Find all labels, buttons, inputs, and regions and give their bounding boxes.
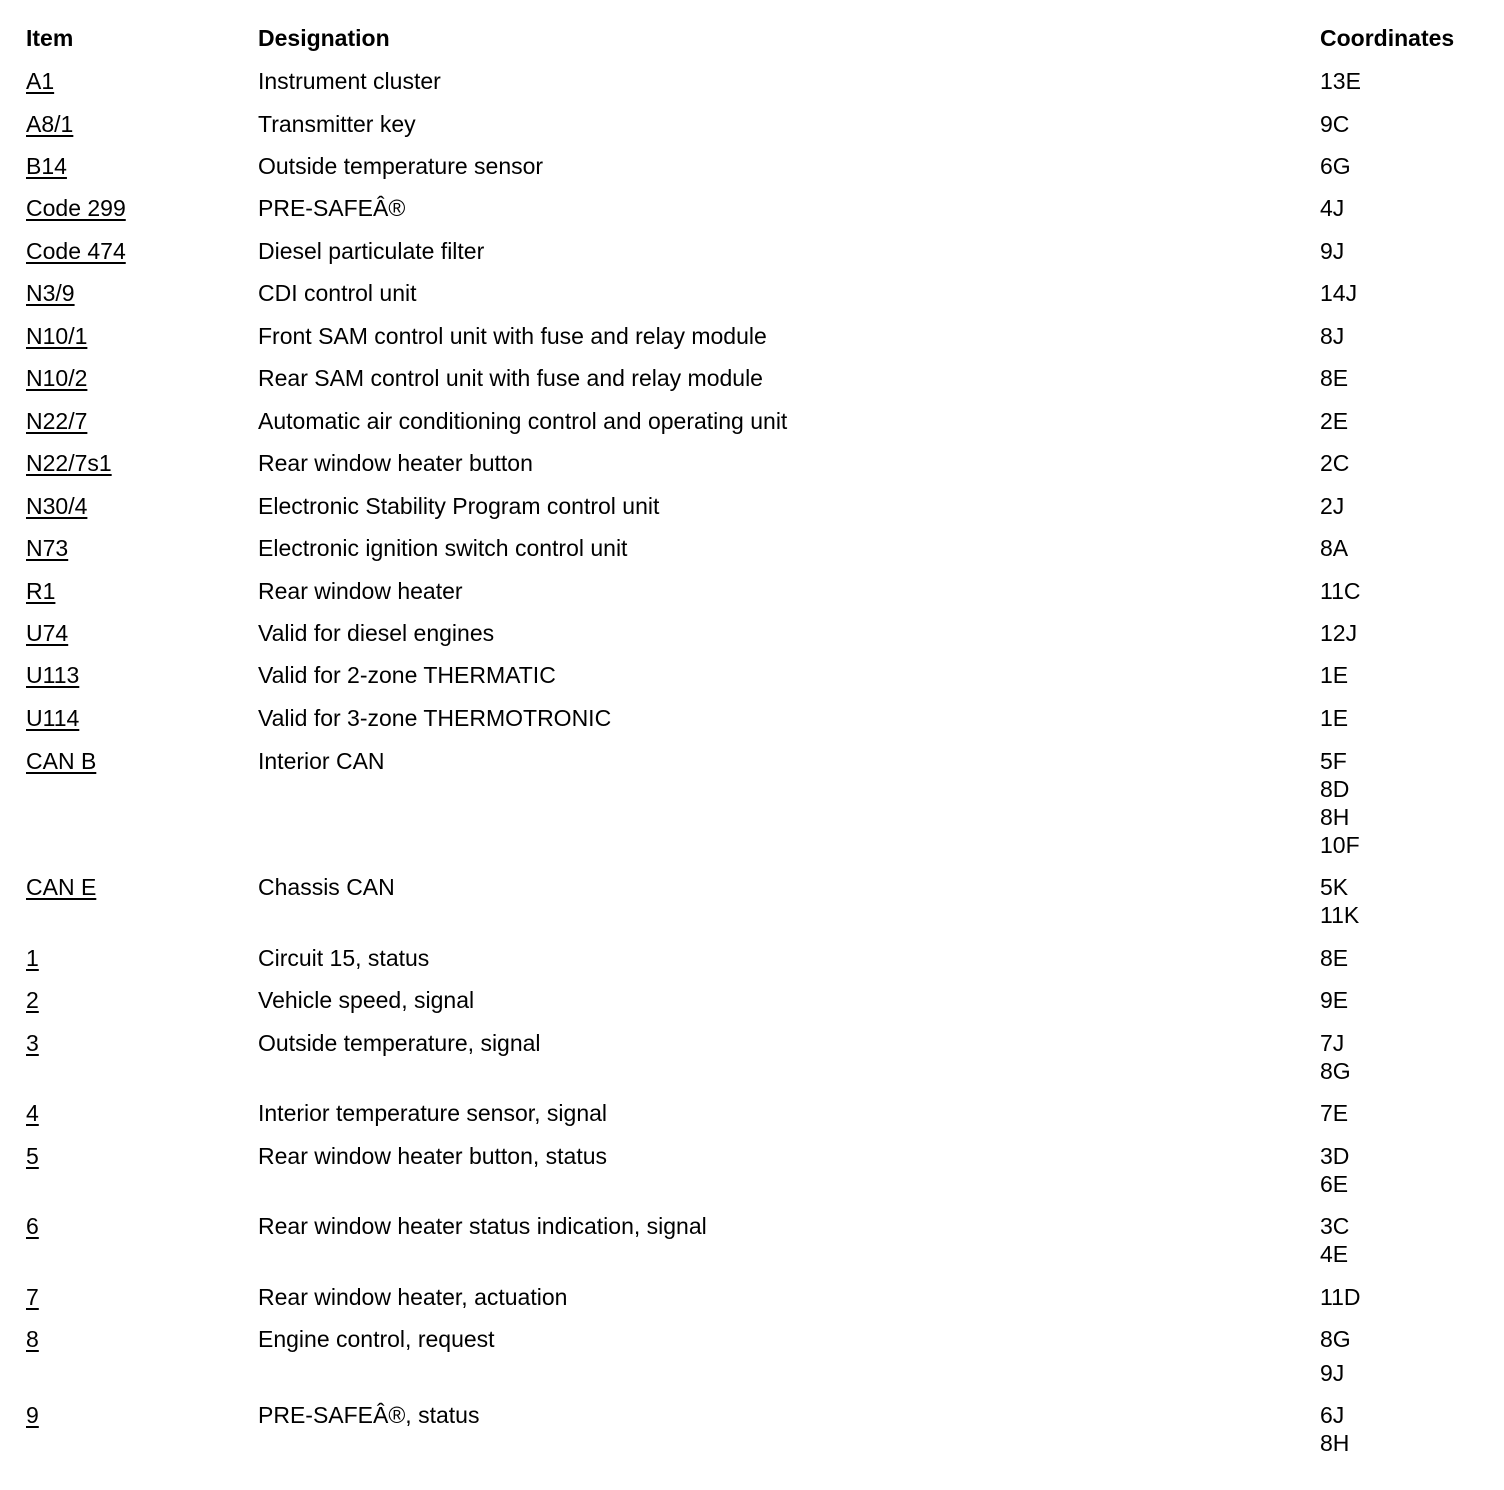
table-row <box>26 279 1486 307</box>
table-row <box>26 407 1486 435</box>
item-cell <box>26 194 258 222</box>
coordinate-value: 11D <box>1320 1284 1361 1310</box>
coordinate-value: 4J <box>1320 195 1345 221</box>
coordinate-value: 7E <box>1320 1100 1349 1126</box>
table-row <box>26 110 1486 138</box>
coordinate-value: 5K <box>1320 874 1349 900</box>
item-link[interactable]: A8/1 <box>26 111 74 137</box>
item-cell <box>26 449 258 477</box>
table-row <box>26 322 1486 350</box>
item-cell <box>26 110 258 138</box>
item-cell <box>26 237 258 265</box>
coordinates-cell <box>1320 619 1486 647</box>
item-link[interactable]: CAN B <box>26 748 97 774</box>
coordinate-value: 2C <box>1320 450 1350 476</box>
coordinate-value: 8E <box>1320 945 1349 971</box>
coordinate-value: 2J <box>1320 493 1345 519</box>
table-row <box>26 449 1486 477</box>
table-row <box>26 1142 1486 1198</box>
table-row <box>26 492 1486 520</box>
table-header-row <box>26 24 1486 52</box>
coordinate-value: 12J <box>1320 620 1358 646</box>
item-link[interactable]: 9 <box>26 1402 39 1428</box>
designation-cell: Rear window heater status indication, signal <box>258 1213 707 1239</box>
coordinate-value: 10F <box>1320 832 1360 858</box>
item-link[interactable]: 4 <box>26 1100 39 1126</box>
item-cell <box>26 1142 258 1170</box>
designation-cell: Interior temperature sensor, signal <box>258 1100 608 1126</box>
coordinates-cell <box>1320 237 1486 265</box>
item-cell <box>26 577 258 605</box>
item-cell <box>26 619 258 647</box>
designation-cell: Chassis CAN <box>258 874 395 900</box>
item-link[interactable]: 1 <box>26 945 39 971</box>
coordinate-value: 11C <box>1320 578 1361 604</box>
coordinates-cell <box>1320 449 1486 477</box>
item-link[interactable]: N3/9 <box>26 280 75 306</box>
coordinates-cell <box>1320 152 1486 180</box>
table-row <box>26 1099 1486 1127</box>
table-row <box>26 1212 1486 1268</box>
coordinate-value: 6G <box>1320 153 1351 179</box>
item-link[interactable]: Code 474 <box>26 238 126 264</box>
coordinates-cell <box>1320 67 1486 95</box>
designation-cell: Rear window heater button, status <box>258 1143 608 1169</box>
designation-cell: Interior CAN <box>258 748 385 774</box>
coordinate-value: 9J <box>1320 1360 1345 1386</box>
designation-cell: Vehicle speed, signal <box>258 987 475 1013</box>
coordinates-cell <box>1320 1401 1486 1457</box>
header-coordinates: Coordinates <box>1320 25 1455 51</box>
designation-cell: Outside temperature sensor <box>258 153 544 179</box>
item-link[interactable]: U74 <box>26 620 69 646</box>
item-link[interactable]: N22/7 <box>26 408 88 434</box>
coordinate-value: 8G <box>1320 1058 1351 1084</box>
designation-cell: Circuit 15, status <box>258 945 430 971</box>
item-cell <box>26 364 258 392</box>
item-link[interactable]: 6 <box>26 1213 39 1239</box>
item-link[interactable]: U113 <box>26 662 80 688</box>
coordinate-value: 9J <box>1320 238 1345 264</box>
item-link[interactable]: N10/1 <box>26 323 88 349</box>
table-row <box>26 619 1486 647</box>
table-row <box>26 1401 1486 1457</box>
designation-cell: Automatic air conditioning control and operating unit <box>258 408 788 434</box>
coordinates-cell <box>1320 577 1486 605</box>
designation-cell: Electronic Stability Program control unit <box>258 493 660 519</box>
coordinate-value: 2E <box>1320 408 1349 434</box>
item-link[interactable]: N22/7s1 <box>26 450 112 476</box>
coordinate-value: 4E <box>1320 1241 1349 1267</box>
coordinates-cell <box>1320 1212 1486 1268</box>
designation-cell: Front SAM control unit with fuse and relay module <box>258 323 767 349</box>
coordinates-cell <box>1320 944 1486 972</box>
coordinates-cell <box>1320 1029 1486 1085</box>
coordinate-value: 7J <box>1320 1030 1345 1056</box>
coordinates-cell <box>1320 364 1486 392</box>
coordinate-value: 3D <box>1320 1143 1350 1169</box>
coordinate-value: 6J <box>1320 1402 1345 1428</box>
item-link[interactable]: R1 <box>26 578 56 604</box>
coordinates-cell <box>1320 986 1486 1014</box>
item-link[interactable]: N73 <box>26 535 69 561</box>
item-cell <box>26 534 258 562</box>
item-cell <box>26 279 258 307</box>
item-cell <box>26 322 258 350</box>
header-designation: Designation <box>258 25 390 51</box>
item-link[interactable]: 7 <box>26 1284 39 1310</box>
coordinate-value: 8A <box>1320 535 1349 561</box>
designation-cell: CDI control unit <box>258 280 417 306</box>
item-cell <box>26 407 258 435</box>
table-row <box>26 194 1486 222</box>
item-cell <box>26 1212 258 1240</box>
coordinate-value: 1E <box>1320 705 1349 731</box>
table-row <box>26 986 1486 1014</box>
coordinates-cell <box>1320 322 1486 350</box>
item-link[interactable]: N30/4 <box>26 493 88 519</box>
coordinates-cell <box>1320 873 1486 929</box>
table-row <box>26 67 1486 95</box>
table-row <box>26 152 1486 180</box>
coordinates-cell <box>1320 194 1486 222</box>
coordinates-cell <box>1320 492 1486 520</box>
item-cell <box>26 1029 258 1057</box>
coordinate-value: 8H <box>1320 1430 1350 1456</box>
designation-cell: Outside temperature, signal <box>258 1030 541 1056</box>
table-row <box>26 534 1486 562</box>
table-row <box>26 747 1486 859</box>
designation-cell: Instrument cluster <box>258 68 441 94</box>
item-link[interactable]: 2 <box>26 987 39 1013</box>
designation-cell: Rear window heater, actuation <box>258 1284 568 1310</box>
designation-cell: Valid for 3-zone THERMOTRONIC <box>258 705 612 731</box>
item-cell <box>26 1401 258 1429</box>
item-cell <box>26 492 258 520</box>
designation-cell: Rear window heater <box>258 578 463 604</box>
coordinate-value: 6E <box>1320 1171 1349 1197</box>
designation-cell: Transmitter key <box>258 111 416 137</box>
item-cell <box>26 661 258 689</box>
item-cell <box>26 152 258 180</box>
designation-cell: Electronic ignition switch control unit <box>258 535 628 561</box>
header-item: Item <box>26 25 74 51</box>
item-link[interactable]: 3 <box>26 1030 39 1056</box>
coordinates-cell <box>1320 1325 1486 1387</box>
coordinate-value: 13E <box>1320 68 1361 94</box>
table-row <box>26 237 1486 265</box>
coordinate-value: 1E <box>1320 662 1349 688</box>
coordinates-cell <box>1320 110 1486 138</box>
table-row <box>26 944 1486 972</box>
table-row <box>26 1325 1486 1387</box>
designation-cell: Valid for diesel engines <box>258 620 495 646</box>
item-cell <box>26 986 258 1014</box>
coordinate-value: 3C <box>1320 1213 1350 1239</box>
item-cell <box>26 67 258 95</box>
item-cell <box>26 1325 258 1353</box>
coordinate-value: 8E <box>1320 365 1349 391</box>
coordinate-value: 9C <box>1320 111 1350 137</box>
item-cell <box>26 1283 258 1311</box>
coordinate-value: 8H <box>1320 804 1350 830</box>
item-cell <box>26 873 258 901</box>
coordinates-cell <box>1320 1283 1486 1311</box>
coordinates-cell <box>1320 407 1486 435</box>
coordinates-cell <box>1320 534 1486 562</box>
table-row <box>26 364 1486 392</box>
coordinate-value: 11K <box>1320 902 1360 928</box>
designation-cell: Rear window heater button <box>258 450 533 476</box>
coordinate-value: 5F <box>1320 748 1347 774</box>
coordinates-cell <box>1320 1142 1486 1198</box>
coordinates-cell <box>1320 747 1486 859</box>
coordinate-value: 14J <box>1320 280 1358 306</box>
coordinate-value: 9E <box>1320 987 1349 1013</box>
coordinates-cell <box>1320 279 1486 307</box>
designation-cell: PRE-SAFEÂ®, status <box>258 1402 480 1428</box>
coordinate-value: 8J <box>1320 323 1345 349</box>
item-cell <box>26 747 258 775</box>
table-row <box>26 1029 1486 1085</box>
table-row <box>26 873 1486 929</box>
item-link[interactable]: Code 299 <box>26 195 126 221</box>
table-row <box>26 577 1486 605</box>
item-link[interactable]: B14 <box>26 153 67 179</box>
designation-cell: Rear SAM control unit with fuse and relay module <box>258 365 763 391</box>
item-link[interactable]: 8 <box>26 1326 39 1352</box>
table-row <box>26 661 1486 689</box>
table-row <box>26 704 1486 732</box>
item-cell <box>26 944 258 972</box>
item-link[interactable]: 5 <box>26 1143 39 1169</box>
item-cell <box>26 1099 258 1127</box>
coordinate-value: 8G <box>1320 1326 1351 1352</box>
coordinate-value: 8D <box>1320 776 1350 802</box>
designation-cell: Valid for 2-zone THERMATIC <box>258 662 556 688</box>
item-cell <box>26 704 258 732</box>
designation-cell: Engine control, request <box>258 1326 495 1352</box>
item-link[interactable]: A1 <box>26 68 55 94</box>
designation-cell: Diesel particulate filter <box>258 238 485 264</box>
coordinates-cell <box>1320 661 1486 689</box>
designation-cell: PRE-SAFEÂ® <box>258 195 406 221</box>
coordinates-cell <box>1320 704 1486 732</box>
item-link[interactable]: N10/2 <box>26 365 88 391</box>
item-link[interactable]: CAN E <box>26 874 97 900</box>
item-link[interactable]: U114 <box>26 705 80 731</box>
table-row <box>26 1283 1486 1311</box>
coordinates-cell <box>1320 1099 1486 1127</box>
